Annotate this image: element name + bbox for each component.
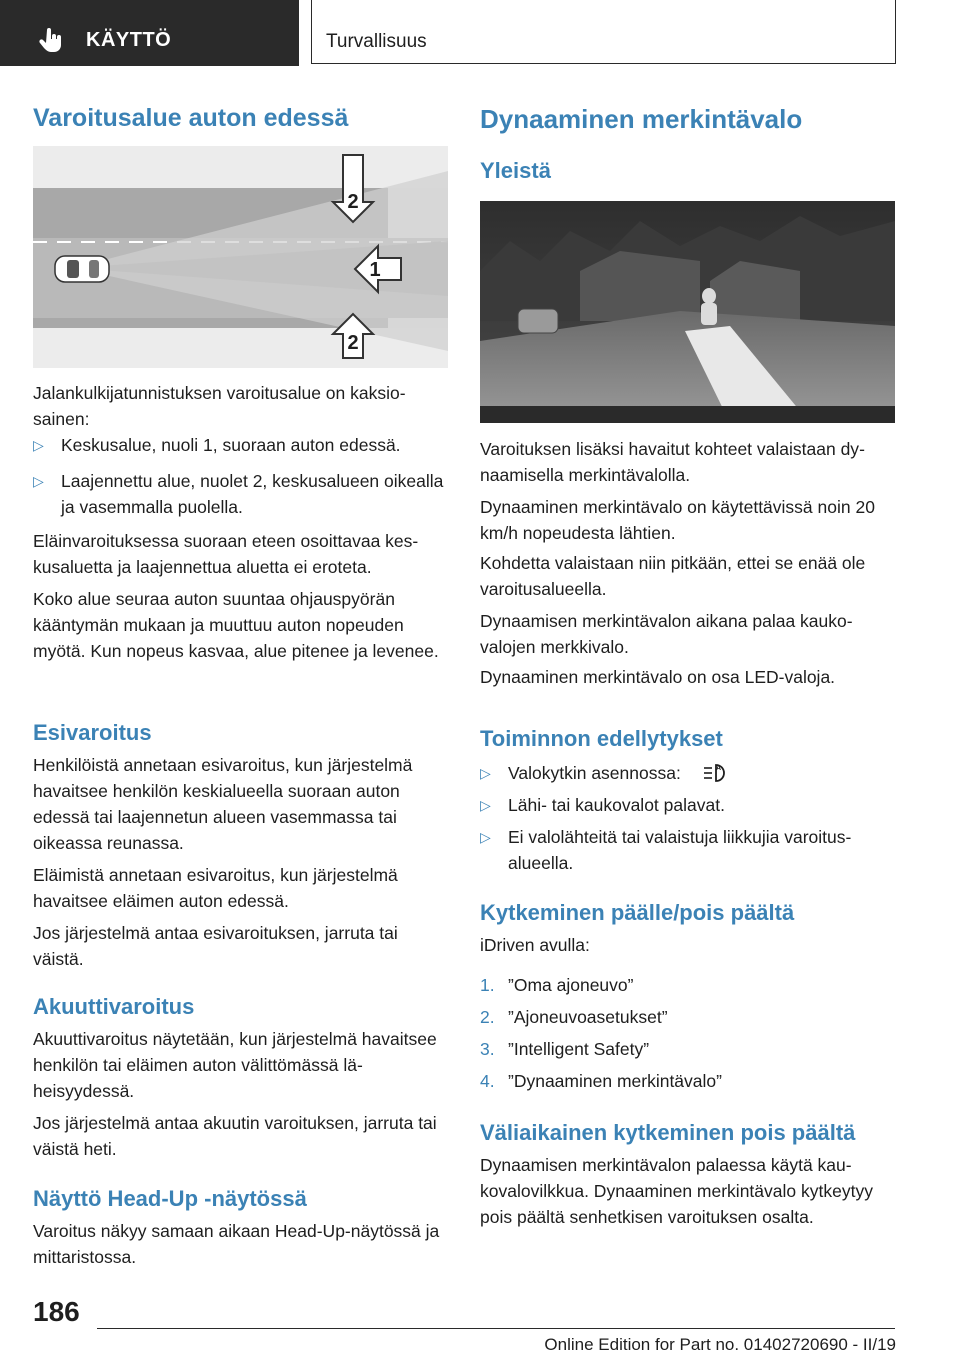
step-number: 3. (480, 1039, 495, 1059)
page-number: 186 (33, 1296, 80, 1327)
arrow-2-top-label: 2 (347, 191, 359, 213)
footer-divider (97, 1328, 895, 1329)
bullet-text: Keskusalue, nuoli 1, suoraan auton edessä. (61, 435, 401, 455)
heading-warning-area: Varoitusalue auton edessä (33, 104, 349, 132)
paragraph-general-2: Dynaaminen merkintävalo on käytettävissä noin 20 km/h nopeudesta lähtien. (480, 497, 875, 543)
heading-dynamic-marking-light: Dynaaminen merkintävalo (480, 104, 803, 134)
heading-hud: Näyttö Head-Up -näytössä (33, 1186, 307, 1211)
paragraph-idrive: iDriven avulla: (480, 935, 590, 955)
requirement-item (480, 824, 895, 876)
paragraph-general-4: Dynaamisen merkintävalon aikana palaa kaukovalojen merkkivalo. (480, 611, 853, 657)
paragraph-prewarning-1: Henkilöistä annetaan esivaroitus, kun järjestelmä havaitsee henkilön keskialueella suoraan auton edessä tai laajennetun alueen vasemmassa tai oikeassa reunassa. (33, 755, 413, 853)
paragraph-general-1: Varoituksen lisäksi havaitut kohteet valaistaan dynaamisella merkintävalolla. (480, 439, 865, 485)
step-item (480, 1036, 649, 1062)
bullet-triangle-icon: ▷ (33, 473, 44, 489)
paragraph-prewarning-2: Eläimistä annetaan esivaroitus, kun järjestelmä havaitsee eläimen auton edessä. (33, 865, 398, 911)
heading-general: Yleistä (480, 158, 551, 183)
paragraph-intro: Jalankulkijatunnistuksen varoitusalue on kaksiosainen: (33, 383, 406, 429)
heading-temporary-off: Väliaikainen kytkeminen pois päältä (480, 1120, 856, 1145)
paragraph-hud: Varoitus näkyy samaan aikaan Head-Up-näytössä ja mittaristossa. (33, 1221, 440, 1267)
bullet-item (33, 468, 448, 520)
heading-requirements: Toiminnon edellytykset (480, 726, 723, 751)
arrow-1-label: 1 (369, 259, 381, 281)
figure-warning-area-diagram (33, 146, 448, 368)
warning-area-diagram (33, 146, 448, 368)
bullet-triangle-icon: ▷ (33, 437, 44, 453)
header-chapter-title: Turvallisuus (326, 31, 427, 52)
night-road-illustration (480, 201, 895, 423)
bullet-text: Laajennettu alue, nuolet 2, keskusalueen oikealla ja vasemmalla puolella. (61, 471, 444, 517)
requirement-item (480, 760, 895, 786)
requirement-item (480, 792, 895, 818)
paragraph-general-3: Kohdetta valaistaan niin pitkään, ettei se enää ole varoitusalueella. (480, 553, 866, 599)
arrow-2-bottom-label: 2 (347, 332, 359, 354)
requirement-text: Ei valolähteitä tai valaistuja liikkujia varoitusalueella. (508, 827, 852, 873)
paragraph-general-5: Dynaaminen merkintävalo on osa LED-valoja. (480, 667, 836, 687)
bullet-item (33, 432, 448, 458)
heading-on-off: Kytkeminen päälle/pois päältä (480, 900, 795, 925)
step-number: 1. (480, 975, 495, 995)
step-item (480, 972, 633, 998)
paragraph-animals: Eläinvaroituksessa suoraan eteen osoittavaa keskusaluetta ja laajennettua aluetta ei eroteta. (33, 531, 419, 577)
step-text: ”Dynaaminen merkintävalo” (508, 1071, 722, 1091)
bullet-triangle-icon: ▷ (480, 829, 491, 845)
bullet-triangle-icon: ▷ (480, 765, 491, 781)
bullet-triangle-icon: ▷ (480, 797, 491, 813)
heading-prewarning: Esivaroitus (33, 720, 152, 745)
requirement-text: Valokytkin asennossa: (508, 763, 681, 783)
automatic-headlight-icon (702, 762, 728, 784)
step-text: ”Intelligent Safety” (508, 1039, 650, 1059)
heading-acute: Akuuttivaroitus (33, 994, 195, 1019)
step-text: ”Ajoneuvoasetukset” (508, 1007, 668, 1027)
step-item (480, 1068, 722, 1094)
step-number: 2. (480, 1007, 495, 1027)
figure-night-road-illustration (480, 201, 895, 423)
header-section-tab (0, 0, 299, 66)
svg-text:A: A (716, 765, 722, 772)
paragraph-temporary-off: Dynaamisen merkintävalon palaessa käytä kaukovalovilkkua. Dynaaminen merkintävalo kytkeytyy pois päältä senhetkisen varoituksen osalta. (480, 1155, 873, 1227)
paragraph-follow: Koko alue seuraa auton suuntaa ohjauspyörän kääntymän mukaan ja muuttuu auton nopeuden myötä. Kun nopeus kasvaa, alue pitenee ja levenee. (33, 589, 439, 661)
step-item (480, 1004, 668, 1030)
footer-edition: Online Edition for Part no. 01402720690 - II/19 (544, 1335, 896, 1354)
paragraph-acute-2: Jos järjestelmä antaa akuutin varoituksen, jarruta tai väistä heti. (33, 1113, 437, 1159)
step-text: ”Oma ajoneuvo” (508, 975, 634, 995)
paragraph-acute-1: Akuuttivaroitus näytetään, kun järjestelmä havaitsee henkilön tai eläimen auton välittömässä läheisyydessä. (33, 1029, 437, 1101)
requirement-text: Lähi- tai kaukovalot palavat. (508, 795, 725, 815)
paragraph-prewarning-3: Jos järjestelmä antaa esivaroituksen, jarruta tai väistä. (33, 923, 398, 969)
hand-pointer-icon (38, 27, 64, 53)
step-number: 4. (480, 1071, 495, 1091)
header-section-label: KÄYTTÖ (86, 29, 172, 51)
